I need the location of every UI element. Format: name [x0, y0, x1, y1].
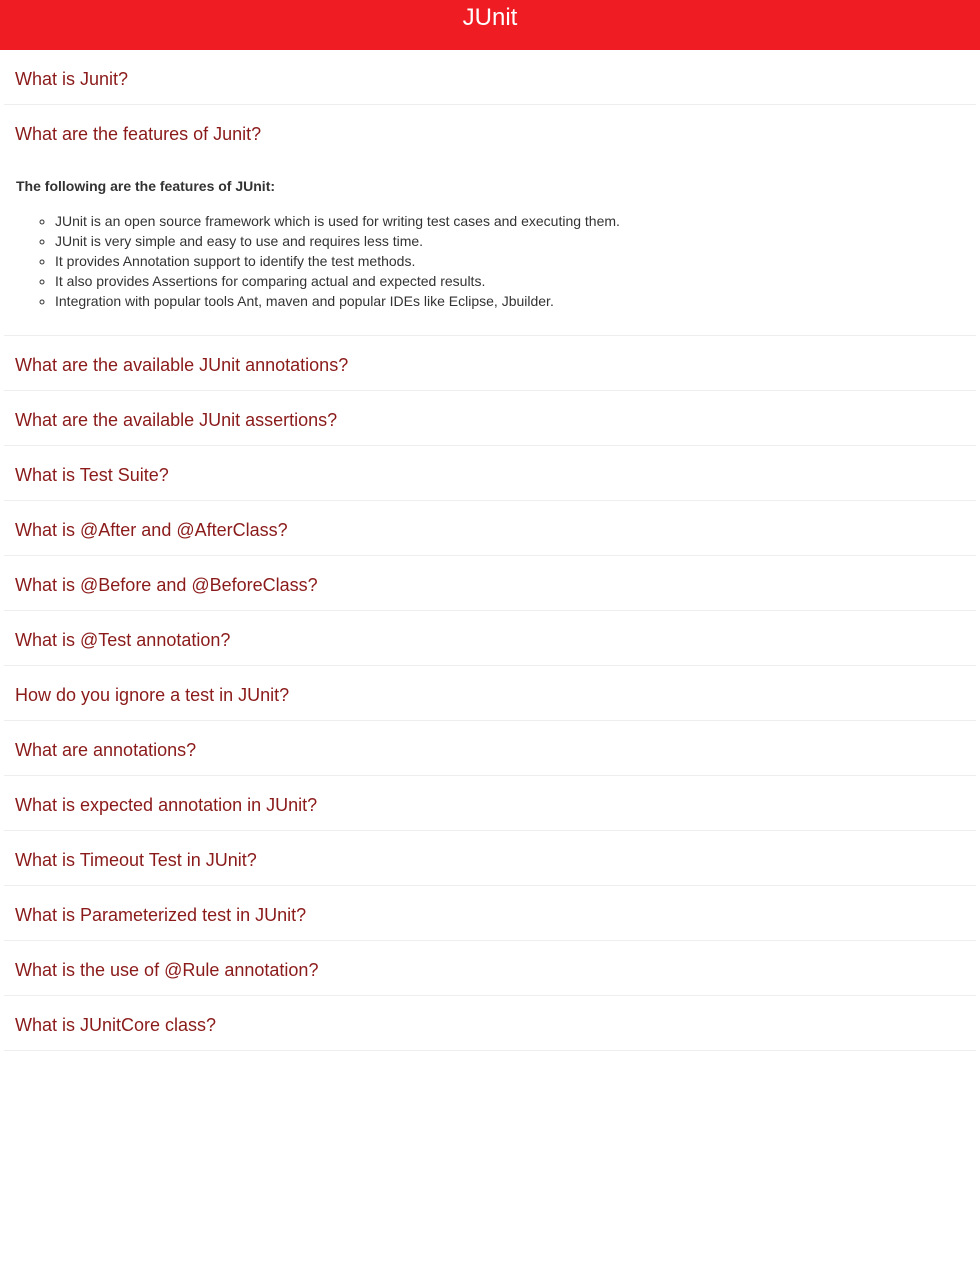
faq-item [4, 886, 976, 941]
faq-question[interactable]: What are annotations? [15, 740, 197, 760]
faq-question[interactable]: What is @After and @AfterClass? [15, 520, 288, 540]
faq-item [4, 336, 976, 391]
answer-point: ◦ It also provides Assertions for comparing actual and expected results. [55, 271, 976, 291]
faq-question[interactable]: What is Parameterized test in JUnit? [15, 905, 307, 925]
faq-question[interactable]: What is Timeout Test in JUnit? [15, 850, 257, 870]
faq-item [4, 831, 976, 886]
faq-item [4, 391, 976, 446]
faq-item [4, 996, 976, 1051]
faq-item [4, 776, 976, 831]
faq-item [4, 666, 976, 721]
faq-item [4, 446, 976, 501]
answer-point: ◦ It provides Annotation support to identify the test methods. [55, 251, 976, 271]
answer-point: ◦ JUnit is an open source framework which is used for writing test cases and executing them. [55, 211, 976, 231]
faq-item-expanded [4, 105, 976, 336]
faq-item [4, 721, 976, 776]
faq-question[interactable]: What is Junit? [15, 69, 129, 89]
faq-question[interactable]: What are the available JUnit assertions? [15, 410, 338, 430]
faq-list [0, 50, 980, 1051]
answer-point: ◦ JUnit is very simple and easy to use and requires less time. [55, 231, 976, 251]
faq-question[interactable]: What are the features of Junit? [15, 124, 262, 144]
faq-question[interactable]: What is Test Suite? [15, 465, 169, 485]
answer-points [16, 211, 976, 311]
answer-point: ◦ Integration with popular tools Ant, maven and popular IDEs like Eclipse, Jbuilder. [55, 291, 976, 311]
faq-item [4, 941, 976, 996]
faq-question[interactable]: What are the available JUnit annotations? [15, 355, 349, 375]
faq-question[interactable]: What is @Before and @BeforeClass? [15, 575, 318, 595]
faq-question[interactable]: What is expected annotation in JUnit? [15, 795, 318, 815]
faq-item [4, 501, 976, 556]
faq-item [4, 611, 976, 666]
faq-question[interactable]: What is @Test annotation? [15, 630, 231, 650]
app-bar [0, 0, 980, 50]
faq-item [4, 556, 976, 611]
faq-question[interactable]: What is JUnitCore class? [15, 1015, 217, 1035]
app-title: JUnit [462, 4, 518, 31]
faq-item [4, 50, 976, 105]
faq-question[interactable]: What is the use of @Rule annotation? [15, 960, 319, 980]
answer-intro: The following are the features of JUnit: [16, 178, 276, 194]
faq-question[interactable]: How do you ignore a test in JUnit? [15, 685, 290, 705]
faq-answer [4, 159, 976, 335]
